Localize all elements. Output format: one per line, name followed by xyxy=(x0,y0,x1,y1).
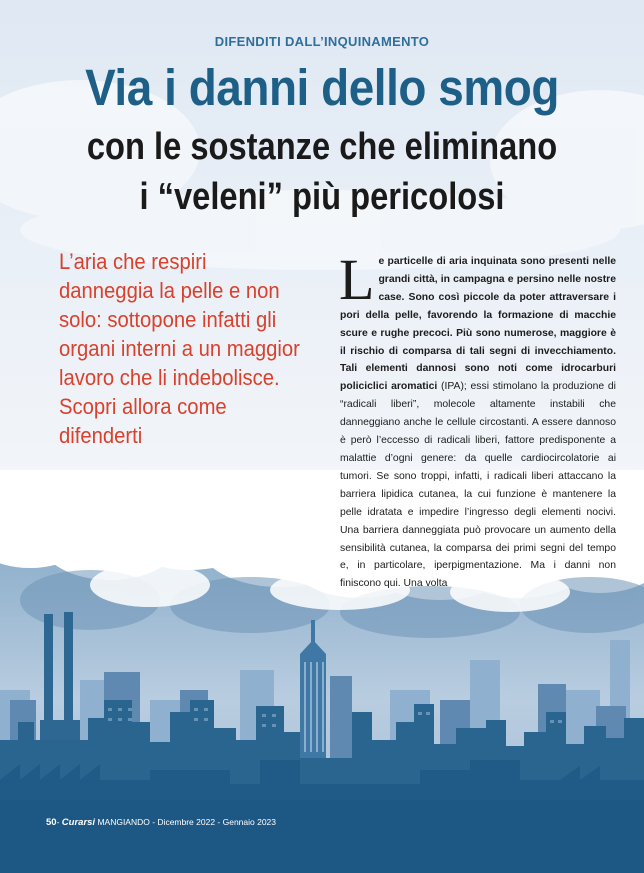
drop-cap: L xyxy=(339,247,375,312)
page-number: 50 xyxy=(46,817,57,828)
bottom-band xyxy=(0,800,644,873)
body-text: (IPA); essi stimolano la produzione di “radicali liberi”, molecole altamente instabili che danneggiano anche le cellule circostanti. A essere dannoso è però l’eccesso di radicali liberi, fattore predisponente a malattie d’ogni genere: da quelle cardiocircolatorie ai tumori. Se sono troppi, infatti, i radicali liberi attaccano la barriera lipidica cutanea, la cui funzione è mantenere la pelle idratata e impedire l’ingresso degli elementi nocivi. Una barriera danneggiata può provocare un aumento della sensibilità cutanea, la comparsa dei primi segni del tempo e, in particolare, iperpigmentazione. Ma i danni non finiscono qui. Una volta xyxy=(340,381,616,590)
article-body xyxy=(339,247,616,593)
magazine-brand: Curarsi xyxy=(61,817,96,828)
article-intro: L’aria che respiri danneggia la pelle e non solo: sottopone infatti gli organi interni a un maggior lavoro che li indebolisce. Scopri allora come difenderti xyxy=(59,249,300,448)
subtitle-line-1: con le sostanze che eliminano xyxy=(86,126,558,168)
footer-dash: - xyxy=(56,817,60,827)
section-kicker: DIFENDITI DALL’INQUINAMENTO xyxy=(214,34,430,49)
page-footer xyxy=(46,817,276,828)
article-subtitle xyxy=(45,122,599,222)
article-title: Via i danni dello smog xyxy=(85,59,559,116)
body-bold-lead: e particelle di aria inquinata sono presenti nelle grandi città, in campagna e persino nelle nostre case. Sono così piccole da poter attraversare i pori della pelle, favorendo la formazione di macchie scure e rughe precoci. Più sono numerose, maggiore è il rischio di comparsa di tali segni di invecchiamento. Tali elementi dannosi sono noti come idrocarburi policiclici aromatici xyxy=(340,256,616,393)
subtitle-line-2: i “veleni” più pericolosi xyxy=(139,176,505,218)
footer-issue: MANGIANDO - Dicembre 2022 - Gennaio 2023 xyxy=(97,817,277,827)
